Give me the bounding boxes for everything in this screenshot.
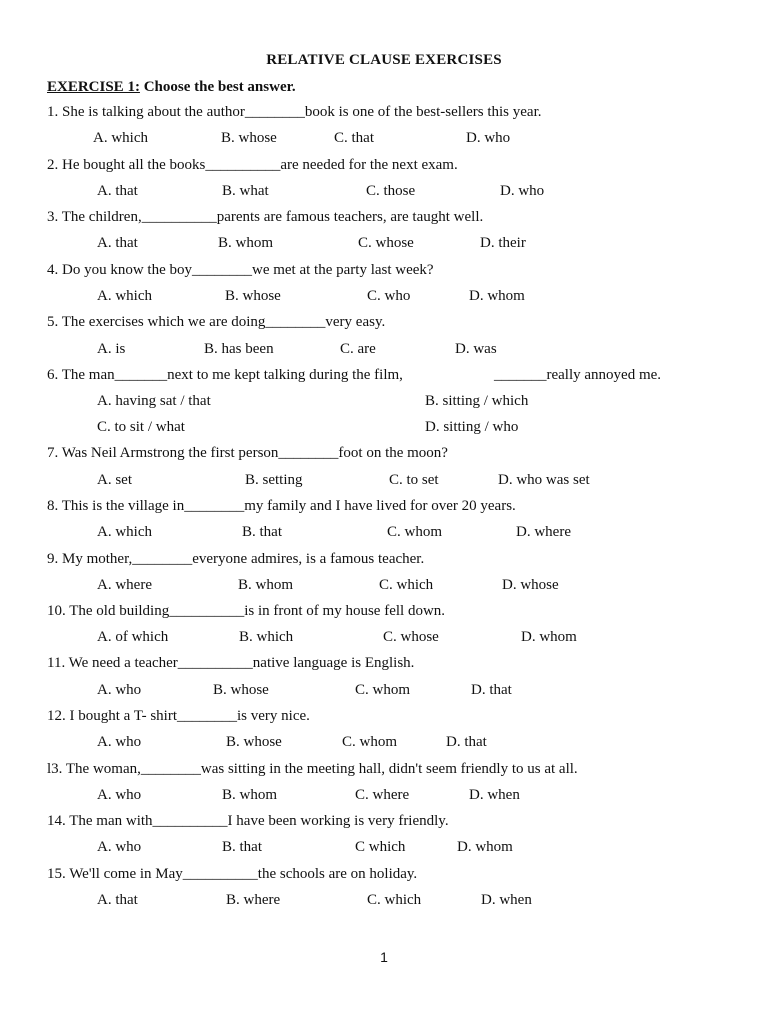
answer-options xyxy=(0,682,768,704)
option-d: D. who xyxy=(500,183,545,199)
answer-options xyxy=(0,183,768,205)
option-b: B. that xyxy=(242,524,282,540)
question-text: 7. Was Neil Armstrong the first person________foot on the moon? xyxy=(47,445,448,461)
question-text: 4. Do you know the boy________we met at the party last week? xyxy=(47,262,434,278)
option-b: B. setting xyxy=(245,472,303,488)
option-a: A. where xyxy=(97,577,152,593)
option-a: A. who xyxy=(97,682,142,698)
option-a: A. who xyxy=(97,787,142,803)
option-c: C. which xyxy=(379,577,434,593)
option-c: C. are xyxy=(340,341,376,357)
question-text: 12. I bought a T- shirt________is very nice. xyxy=(47,708,310,724)
option-c: C. whose xyxy=(358,235,414,251)
option-c: C. whom xyxy=(355,682,411,698)
answer-options xyxy=(0,892,768,914)
exercise-label: EXERCISE 1: xyxy=(47,79,140,95)
question-text: 11. We need a teacher__________native language is English. xyxy=(47,655,415,671)
question-text: 15. We'll come in May__________the schools are on holiday. xyxy=(47,866,418,882)
option-c: C. which xyxy=(367,892,422,908)
option-d: D. that xyxy=(471,682,512,698)
answer-options xyxy=(0,472,768,494)
question-text: l3. The woman,________was sitting in the meeting hall, didn't seem friendly to us at all. xyxy=(47,761,578,777)
option-a: A. who xyxy=(97,839,142,855)
option-a: A. that xyxy=(97,892,138,908)
answer-options xyxy=(0,734,768,756)
question-text: 2. He bought all the books__________are needed for the next exam. xyxy=(47,157,458,173)
answer-options xyxy=(0,288,768,310)
option-a: A. of which xyxy=(97,629,169,645)
option-c: C. that xyxy=(334,130,374,146)
option-d: D. whom xyxy=(521,629,577,645)
option-d: D. who was set xyxy=(498,472,590,488)
option-b: B. whose xyxy=(213,682,269,698)
option-c: C. who xyxy=(367,288,411,304)
answer-options xyxy=(0,419,768,441)
question-text: 9. My mother,________everyone admires, is a famous teacher. xyxy=(47,551,425,567)
answer-options xyxy=(0,130,768,152)
option-d: D. their xyxy=(480,235,526,251)
question-text: 6. The man_______next to me kept talking during the film, xyxy=(47,367,403,383)
option-c: C which xyxy=(355,839,406,855)
option-a: A. which xyxy=(97,524,152,540)
option-d: D. when xyxy=(481,892,532,908)
option-b: B. sitting / which xyxy=(425,393,529,409)
question-text: 8. This is the village in________my family and I have lived for over 20 years. xyxy=(47,498,516,514)
option-b: B. whose xyxy=(226,734,282,750)
answer-options xyxy=(0,393,768,415)
option-b: B. whom xyxy=(222,787,278,803)
option-c: C. to set xyxy=(389,472,439,488)
answer-options xyxy=(0,524,768,546)
option-b: B. where xyxy=(226,892,281,908)
option-b: B. what xyxy=(222,183,269,199)
page-number: 1 xyxy=(380,949,388,965)
option-d: D. was xyxy=(455,341,497,357)
option-d: D. whom xyxy=(469,288,525,304)
option-b: B. whose xyxy=(221,130,277,146)
option-a: A. which xyxy=(97,288,152,304)
option-a: A. is xyxy=(97,341,126,357)
option-b: B. whom xyxy=(218,235,274,251)
option-c: C. whom xyxy=(342,734,398,750)
question-text: 3. The children,__________parents are famous teachers, are taught well. xyxy=(47,209,484,225)
answer-options xyxy=(0,577,768,599)
option-b: B. whose xyxy=(225,288,281,304)
option-c: C. whose xyxy=(383,629,439,645)
option-a: A. which xyxy=(93,130,148,146)
option-a: A. that xyxy=(97,235,138,251)
option-c: C. where xyxy=(355,787,410,803)
answer-options xyxy=(0,839,768,861)
answer-options xyxy=(0,235,768,257)
option-c: C. those xyxy=(366,183,416,199)
page-title: RELATIVE CLAUSE EXERCISES xyxy=(266,52,502,68)
question-text-continued: _______really annoyed me. xyxy=(494,367,662,383)
question-text: 10. The old building__________is in front of my house fell down. xyxy=(47,603,446,619)
option-d: D. sitting / who xyxy=(425,419,519,435)
answer-options xyxy=(0,629,768,651)
option-d: D. whom xyxy=(457,839,513,855)
answer-options xyxy=(0,341,768,363)
exercise-instruction: Choose the best answer. xyxy=(143,79,296,95)
option-a: A. who xyxy=(97,734,142,750)
option-d: D. whose xyxy=(502,577,559,593)
option-d: D. where xyxy=(516,524,571,540)
question-text: 1. She is talking about the author________book is one of the best-sellers this year. xyxy=(47,104,542,120)
option-a: A. that xyxy=(97,183,138,199)
question-text: 5. The exercises which we are doing________very easy. xyxy=(47,314,386,330)
option-b: B. whom xyxy=(238,577,294,593)
option-d: D. when xyxy=(469,787,520,803)
option-d: D. who xyxy=(466,130,511,146)
option-d: D. that xyxy=(446,734,487,750)
option-a: A. having sat / that xyxy=(97,393,211,409)
answer-options xyxy=(0,787,768,809)
option-b: B. has been xyxy=(204,341,274,357)
option-a: A. set xyxy=(97,472,132,488)
question-text: 14. The man with__________I have been working is very friendly. xyxy=(47,813,449,829)
exercise-heading xyxy=(47,79,296,96)
option-b: B. which xyxy=(239,629,294,645)
option-c: C. whom xyxy=(387,524,443,540)
option-b: B. that xyxy=(222,839,262,855)
option-c: C. to sit / what xyxy=(97,419,185,435)
